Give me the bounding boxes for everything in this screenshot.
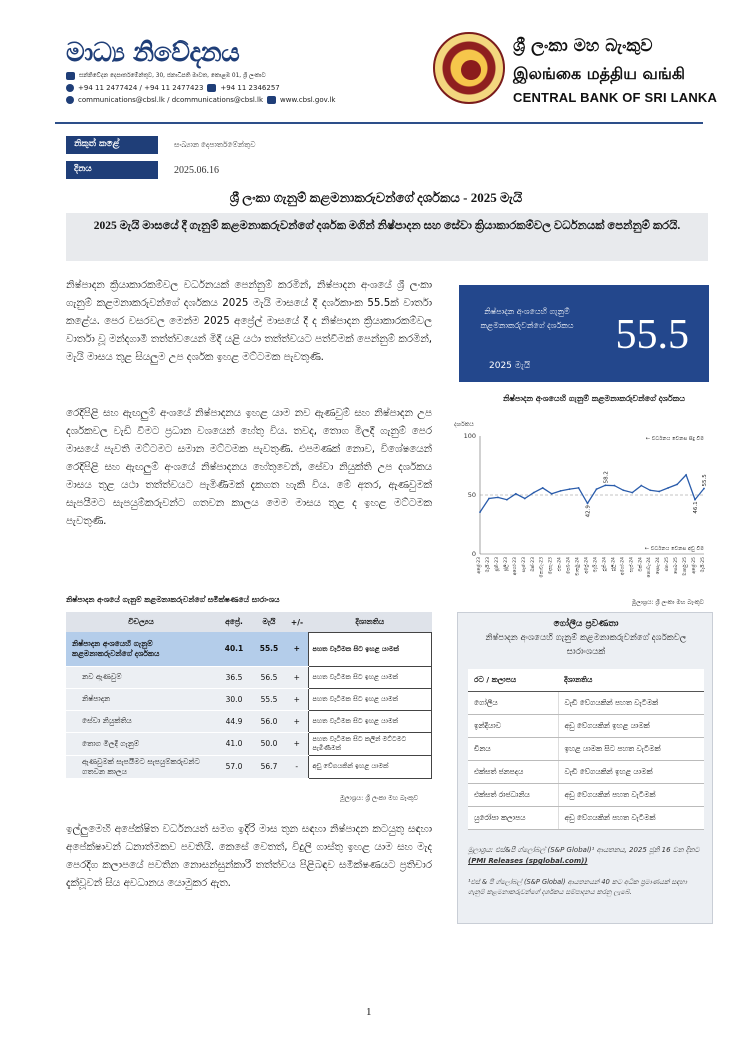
global-header-row <box>468 669 704 691</box>
press-release-header <box>66 38 366 104</box>
data-point <box>524 498 526 500</box>
contact-line <box>66 96 366 104</box>
data-label: 46.1 <box>693 501 700 514</box>
body-paragraph-3: ඉල්ලුමෙහි අපේක්ෂිත වර්ධනයත් සමග ඉදිරි මාස තුන සඳහා නිෂ්පාදන කටයුතු සඳහා අපේක්ෂාවන් ධනාත්මකව පවතියි. කෙසේ වෙතත්, විදුලි ගාස්තු ඉහළ යාම සහ මැද පෙරදිග කලාපයේ පවතින නොසන්සුන්කාරී තත්ත්වය පිළිබඳව සමීක්ෂණයට ප්‍රතිචාර දැක්වූවන් සිය අවධානය යොමුකර ඇත. <box>66 823 432 889</box>
region-cell: යුරෝපා කලාපය <box>468 806 558 829</box>
x-tick-label: නොවැ-24 <box>647 557 653 578</box>
data-label: 42.9 <box>585 505 592 518</box>
data-point <box>587 502 589 504</box>
direction-cell: අඩු වේගයකින් පහත වැටීමක් <box>558 783 704 806</box>
data-point <box>542 487 544 489</box>
global-row <box>468 806 704 829</box>
cell-may: 56.5 <box>252 666 286 688</box>
date-label: දිනය <box>66 161 158 179</box>
bank-branding <box>433 30 733 110</box>
pmi-summary-table <box>66 612 432 779</box>
page-number: 1 <box>366 1006 372 1018</box>
pmi-line-chart <box>450 418 712 608</box>
data-point <box>515 493 517 495</box>
data-point <box>703 488 705 490</box>
document-title: ශ්‍රී ලංකා ගැනුම් කළමනාකරුවන්ගේ දර්ශකය - 2025 මැයි <box>229 190 523 205</box>
cell-april: 57.0 <box>216 755 252 778</box>
data-point <box>479 511 481 513</box>
global-row <box>468 783 704 806</box>
data-point <box>694 499 696 501</box>
x-tick-label: මාර්තු-25 <box>683 557 689 576</box>
x-tick-label: සැප්-23 <box>521 557 527 573</box>
cell-sign: + <box>286 632 308 666</box>
col-april: අප්‍රේ. <box>216 612 252 632</box>
mail-icon <box>66 72 75 80</box>
col-direction: දිශානතිය <box>308 612 432 632</box>
x-tick-label: පෙබ-24 <box>566 557 572 575</box>
x-tick-label: ජන-24 <box>557 557 563 572</box>
data-point <box>676 483 678 485</box>
direction-cell: අඩු වේගයකින් ඉහළ යාමක් <box>558 714 704 737</box>
x-tick-label: දෙසැ-24 <box>656 557 662 575</box>
source-text: මූලාශ්‍රය: එස්&පී ග්ලෝබල් (S&P Global)¹ ආයතනය, 2025 ජූනි 16 වන දිනට <box>468 846 700 854</box>
table-row <box>66 710 432 732</box>
bank-seal-logo <box>433 32 505 104</box>
direction-cell: ඉහළ යාමක සිට පහත වැටීමක් <box>558 737 704 760</box>
global-row <box>468 691 704 714</box>
direction-cell: වැඩි වේගයකින් පහත වැටීමක් <box>558 691 704 714</box>
body-paragraph-1: නිෂ්පාදන ක්‍රියාකාරකම්වල වර්ධනයක් පෙන්නුම් කරමින්, නිෂ්පාදන අංශයේ ශ්‍රී ලංකා ගැනුම් කළමනාකරුවන්ගේ දර්ශකය 2025 මැයි මාසයේ දී දර්ශකාංක 55.5ක් වාර්තා කළේය. පෙර වසරවල මෙන්ම 2025 අප්‍රේල් මාසයේ දී ද නිෂ්පාදන ක්‍රියාකාරකම්වල වාර්තා වූ මන්දගාමී තත්ත්වයෙන් මිදී යළි යථා තත්ත්වයට පත්වීමක් පෙන්නුම් කරමින්, මැයි මාසය තුළ සියලුම උප දර්ශක ඉහළ මට්ටමක පැවතුණි. <box>66 279 432 363</box>
x-tick-label: අප්‍රේ-23 <box>477 557 482 574</box>
table-row <box>66 732 432 755</box>
cell-april: 30.0 <box>216 688 252 710</box>
date-row <box>66 159 256 181</box>
cell-label: නිෂ්පාදන අංශයෙහි ගැනුම් කළමනාකරුවන්ගේ දර්ශකය <box>66 632 216 666</box>
x-tick-label: ජූනි-24 <box>602 557 608 572</box>
data-point <box>614 485 616 487</box>
x-tick-label: ඔක්-23 <box>530 557 536 572</box>
cell-april: 44.9 <box>216 710 252 732</box>
cell-direction: පහත වැටීමක සිට ඉහළ යාමක් <box>308 632 432 666</box>
release-meta <box>66 134 256 184</box>
highlight-label: නිෂ්පාදන අංශයෙහි ගැනුම් කළමනාකරුවන්ගේ දර්ශකය <box>480 307 574 330</box>
issued-by-value: සංඛ්‍යාන දෙපාර්තමේන්තුව <box>174 140 256 149</box>
bank-name-tamil: இலங்கை மத்திய வங்கி <box>513 64 685 83</box>
global-row <box>468 737 704 760</box>
website-link[interactable]: www.cbsl.gov.lk <box>280 96 336 104</box>
direction-cell: අඩු වේගයකින් පහත වැටීමක් <box>558 806 704 829</box>
data-point <box>596 488 598 490</box>
cell-label: නිෂ්පාදන <box>66 688 216 710</box>
data-point <box>631 492 633 494</box>
x-tick-label: අගෝ-23 <box>512 557 518 576</box>
phone-line <box>66 84 366 92</box>
data-point <box>551 493 553 495</box>
data-point <box>578 487 580 489</box>
data-label: 55.5 <box>702 474 708 487</box>
region-cell: එක්සත් ජනපදය <box>468 760 558 783</box>
cell-may: 56.7 <box>252 755 286 778</box>
x-tick-label: දෙසැ-23 <box>548 557 554 575</box>
chart-title: නිෂ්පාදන අංශයෙහි ගැනුම් කළමනාකරුවන්ගේ දර්ශකය <box>503 394 685 403</box>
col-change: +/- <box>286 612 308 632</box>
x-tick-label: සැප්-24 <box>629 557 635 573</box>
pmi-releases-link[interactable]: (PMI Releases (spglobal.com)) <box>468 857 588 865</box>
table-row <box>66 688 432 710</box>
cell-label: නව ඇණවුම් <box>66 666 216 688</box>
table-source: මූලාශ්‍රය: ශ්‍රී ලංකා මහ බැංකුව <box>340 794 419 802</box>
pmi-highlight-box <box>459 285 709 382</box>
cell-april: 36.5 <box>216 666 252 688</box>
col-direction: දිශානතිය <box>558 669 704 691</box>
data-point <box>497 496 499 498</box>
x-tick-label: අගෝ-24 <box>620 557 626 576</box>
issued-by-row <box>66 134 256 156</box>
cell-sign: + <box>286 732 308 755</box>
chart-source: මූලාශ්‍රය: ශ්‍රී ලංකා මහ බැංකුව <box>631 599 704 606</box>
phone-text: +94 11 2477424 / +94 11 2477423 <box>78 84 204 92</box>
cell-direction: පහත වැටීමක සිට ඉහළ යාමක් <box>308 710 432 732</box>
highlight-month: 2025 මැයි <box>489 361 531 371</box>
x-tick-label: ඔක්-24 <box>638 557 644 572</box>
data-point <box>605 484 607 486</box>
cell-sign: + <box>286 666 308 688</box>
y-tick-label: 0 <box>471 550 476 558</box>
region-cell: ඉන්දියාව <box>468 714 558 737</box>
cell-label: තොග මිලදී ගැනුම් <box>66 732 216 755</box>
data-point <box>488 498 490 500</box>
x-tick-label: ජූලි-23 <box>503 557 509 572</box>
web-icon <box>267 96 276 104</box>
x-tick-label: ජන-25 <box>665 557 671 572</box>
pmi-series-line <box>480 475 704 512</box>
x-tick-label: ජූනි-23 <box>494 557 500 572</box>
cell-april: 40.1 <box>216 632 252 666</box>
col-variable: විචල්‍යය <box>66 612 216 632</box>
cell-direction: පහත වැටීමක සිට ඉහළ යාමක් <box>308 688 432 710</box>
y-tick-label: 100 <box>463 432 476 440</box>
x-tick-label: මැයි-24 <box>593 557 599 573</box>
cell-sign: - <box>286 755 308 778</box>
global-header <box>468 617 704 659</box>
cell-may: 55.5 <box>252 632 286 666</box>
y-axis-label: දර්ශකය <box>454 421 474 428</box>
x-tick-label: ජූලි-24 <box>611 557 617 572</box>
cell-sign: + <box>286 710 308 732</box>
cell-may: 50.0 <box>252 732 286 755</box>
region-cell: ගෝලීය <box>468 691 558 714</box>
data-point <box>533 492 535 494</box>
cell-april: 41.0 <box>216 732 252 755</box>
x-tick-label: මාර්තු-24 <box>575 557 581 576</box>
seal-lion-emblem <box>461 60 481 80</box>
phone-icon <box>66 84 74 92</box>
data-point <box>658 491 660 493</box>
data-label: 58.2 <box>603 471 610 484</box>
global-trends-panel <box>457 612 713 924</box>
table-header-row <box>66 612 432 632</box>
bank-name-sinhala: ශ්‍රී ලංකා මහ බැංකුව <box>513 36 653 56</box>
direction-cell: වැඩි වේගයකින් ඉහළ යාමක් <box>558 760 704 783</box>
region-cell: චීනය <box>468 737 558 760</box>
x-tick-label: මැයි-25 <box>701 557 706 573</box>
email-text[interactable]: communications@cbsl.lk / dcommunications@cbsl.lk <box>78 96 264 104</box>
cell-may: 56.0 <box>252 710 286 732</box>
global-subtitle: නිෂ්පාදන අංශයෙහි ගැනුම් කළමනාකරුවන්ගේ දර්ශකවල සාරාංශයක් <box>485 633 687 657</box>
data-point <box>622 489 624 491</box>
date-value: 2025.06.16 <box>174 164 219 176</box>
data-point <box>685 474 687 476</box>
highlight-value: 55.5 <box>615 312 689 358</box>
cell-sign: + <box>286 688 308 710</box>
cell-direction: අඩු වේගයකින් ඉහළ යාමක් <box>308 755 432 778</box>
global-row <box>468 714 704 737</box>
issued-by-label: නිකුත් කළේ <box>66 136 158 154</box>
x-tick-label: නොවැ-23 <box>539 557 545 578</box>
data-point <box>569 488 571 490</box>
email-icon <box>66 96 74 104</box>
table-row <box>66 666 432 688</box>
cell-direction: පහත වැටීමක සිට ඉහළ යාමක් <box>308 666 432 688</box>
x-tick-label: අප්‍රේ-25 <box>692 557 698 574</box>
bank-name-english: CENTRAL BANK OF SRI LANKA <box>513 90 718 105</box>
x-tick-label: පෙබ-25 <box>674 557 680 575</box>
header-divider <box>55 122 703 124</box>
data-point <box>640 485 642 487</box>
address-text: සන්නිවේදන දෙපාර්තමේන්තුව, 30, ජනාධිපති මාවත, කොළඹ 01, ශ්‍රී ලංකාව <box>79 72 266 79</box>
cell-may: 55.5 <box>252 688 286 710</box>
y-tick-label: 50 <box>467 491 476 499</box>
col-region: රට / කලාපය <box>468 669 558 691</box>
table-title: නිෂ්පාදන අංශයේ ගැනුම් කළමනාකරුවන්ගේ සමීක්ෂණයේ සාරාංශය <box>66 595 280 604</box>
table-row-main <box>66 632 432 666</box>
address-line <box>66 72 366 80</box>
annotation-upper: ← වර්ධනය වෙනස සිදු වීම <box>645 436 704 442</box>
data-point <box>667 487 669 489</box>
lead-summary: 2025 මැයි මාසයේ දී ගැනුම් කළමනාකරුවන්ගේ දර්ශක මගින් නිෂ්පාදන සහ සේවා ක්‍රියාකාරකම්වල වර්ධනයක් පෙන්නුම් කරයි. <box>66 213 708 261</box>
annotation-lower: ← වර්ධනය වෙනස අඩු වීම <box>644 546 704 552</box>
fax-text: +94 11 2346257 <box>220 84 280 92</box>
col-may: මැයි <box>252 612 286 632</box>
global-title: ගෝලීය ප්‍රවණතා <box>553 619 619 629</box>
data-point <box>560 490 562 492</box>
data-point <box>649 489 651 491</box>
global-footnote: ¹එස් & පී ග්ලෝබල් (S&P Global) ආයතනයන් 40 කට අධික ප්‍රමාණයක් සඳහා ගැනුම් කළමනාකරුවන්ගේ දර්ශකය සම්පාදනය කරනු ලැබේ. <box>468 878 687 896</box>
global-row <box>468 760 704 783</box>
table-row <box>66 755 432 778</box>
body-paragraph-2: රෙදිපිළි සහ ඇඟලුම් අංශයේ නිෂ්පාදනය ඉහළ යාම නව ඇණවුම් සහ නිෂ්පාදන උප දර්ශකවල වැඩි වීමට ප්‍රධාන වශයෙන් හේතු විය. තවද, තොග මිලදී ගැනුම් පෙර මාසයේ පැවති මට්ටමට සමාන මට්ටමක පැවතුණි. එපමණක් නොව, විශේෂයෙන් රෙදිපිළි සහ ඇඟලුම් අංශයේ නිෂ්පාදනය හේතුවෙන්, සේවා නියුක්ති උප දර්ශකය මාසය තුළ යථා තත්ත්වයට පැමිණීමක් දැකගත හැකි විය. මේ අතර, ඇණවුමක් සැපයීමට සැපයුම්කරුවන්ට ගතවන කාලය මෙම මාසය තුළ ද ඉහළ මට්ටමක පැවතුණි. <box>66 407 432 527</box>
cell-direction: පහත වැටීමක සිට කලින් මට්ටමට පැමිණීමක් <box>308 732 432 755</box>
data-point <box>506 499 508 501</box>
cell-label: සේවා නියුක්තිය <box>66 710 216 732</box>
x-tick-label: අප්‍රේ-24 <box>584 557 590 574</box>
global-trends-table <box>468 669 704 830</box>
fax-icon <box>207 84 216 92</box>
cell-label: ඇණවුමක් සැපයීමට සැපයුම්කරුවන්ට ගතවන කාලය <box>66 755 216 778</box>
region-cell: එක්සත් රාජධානිය <box>468 783 558 806</box>
x-tick-label: මැයි-23 <box>485 557 491 573</box>
unit-title: මාධ්‍ය නිවේදනය <box>66 38 240 68</box>
global-source-note <box>468 845 704 867</box>
